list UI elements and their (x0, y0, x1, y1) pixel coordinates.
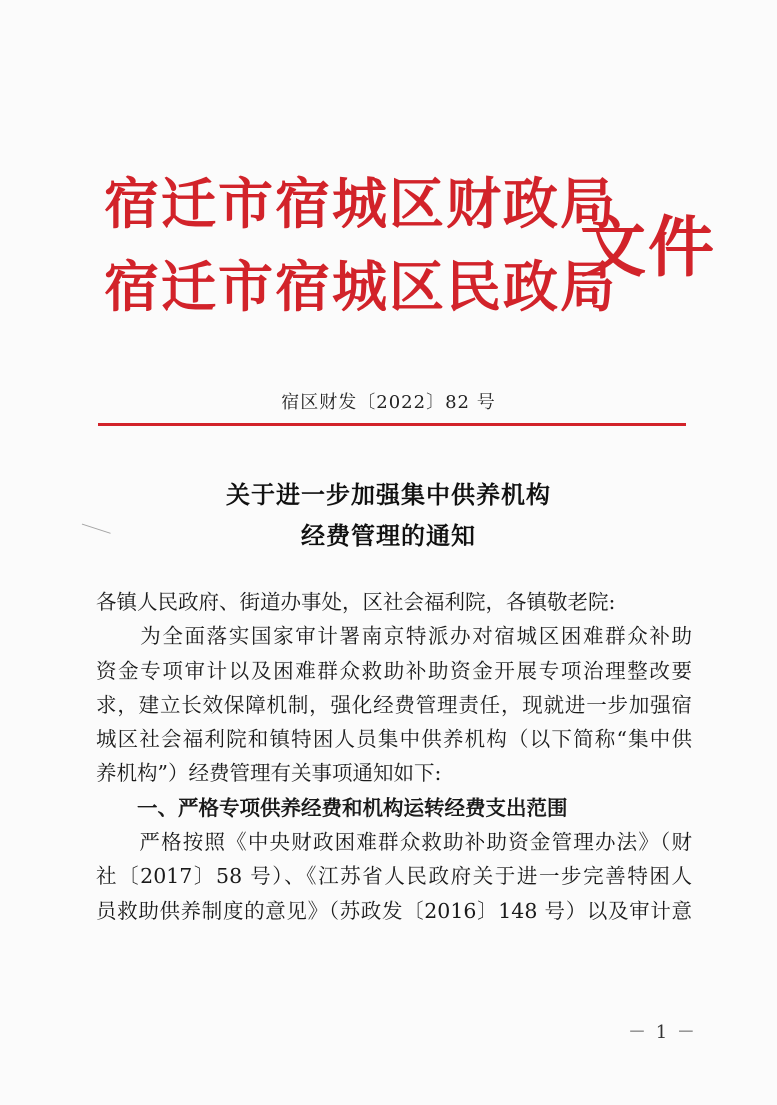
page-number: － 1 － (628, 1022, 697, 1043)
paragraph-1-line: 养机构”）经费管理有关事项通知如下: (96, 761, 442, 786)
paragraph-2-line: 员救助供养制度的意见》（苏政发〔2016〕148 号）以及审计意 (96, 898, 692, 923)
section-heading-1: 一、严格专项供养经费和机构运转经费支出范围 (96, 795, 568, 820)
header-org-civil-affairs: 宿迁市宿城区民政局 (104, 254, 618, 319)
document-title-line2: 经费管理的通知 (301, 522, 476, 550)
document-body (96, 585, 692, 928)
paragraph-2-line: 社〔2017〕58 号）、《江苏省人民政府关于进一步完善特困人 (96, 864, 692, 889)
document-title-line1: 关于进一步加强集中供养机构 (226, 481, 551, 509)
paragraph-2-line: 严格按照《中央财政困难群众救助补助资金管理办法》（财 (96, 830, 692, 855)
paragraph-1-line: 城区社会福利院和镇特困人员集中供养机构（以下简称“集中供 (96, 727, 692, 752)
red-divider-line (98, 423, 686, 426)
paragraph-1-line: 资金专项审计以及困难群众救助补助资金开展专项治理整改要 (96, 658, 692, 683)
header-document-word: 文件 (580, 208, 716, 286)
document-number: 宿区财发〔2022〕82 号 (281, 392, 496, 413)
addressee-line: 各镇人民政府、街道办事处，区社会福利院，各镇敬老院: (96, 590, 616, 614)
paragraph-1-line: 求，建立长效保障机制，强化经费管理责任，现就进一步加强宿 (96, 692, 692, 717)
header-org-finance: 宿迁市宿城区财政局 (104, 171, 618, 236)
paragraph-1-line: 为全面落实国家审计署南京特派办对宿城区困难群众补助 (96, 624, 692, 649)
